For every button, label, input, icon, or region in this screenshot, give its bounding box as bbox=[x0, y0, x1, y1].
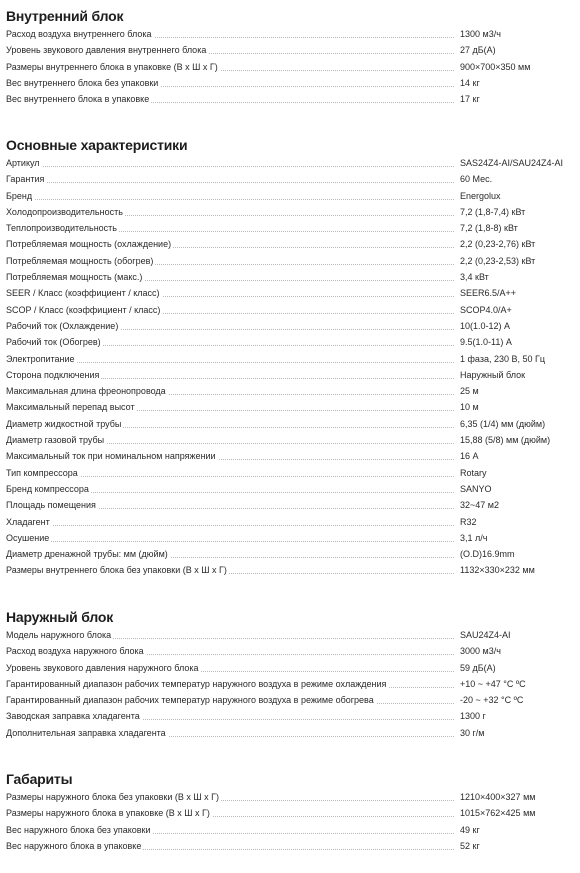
spec-row bbox=[0, 351, 580, 367]
section-indoor-unit bbox=[0, 6, 580, 107]
spec-label: Дополнительная заправка хладагента bbox=[6, 725, 168, 741]
spec-value: 1210×400×327 мм bbox=[460, 792, 536, 802]
section-title: Внутренний блок bbox=[6, 8, 124, 24]
dotted-leader bbox=[6, 525, 454, 526]
spec-label: Максимальный перепад высот bbox=[6, 399, 137, 415]
spec-row bbox=[0, 269, 580, 285]
spec-row bbox=[0, 643, 580, 659]
spec-row bbox=[0, 318, 580, 334]
spec-row bbox=[0, 692, 580, 708]
spec-label: Гарантия bbox=[6, 171, 46, 187]
spec-row bbox=[0, 302, 580, 318]
spec-label: Артикул bbox=[6, 155, 42, 171]
spec-row bbox=[0, 188, 580, 204]
spec-value: 60 Мес. bbox=[460, 174, 493, 185]
spec-value: 15,88 (5/8) мм (дюйм) bbox=[460, 435, 551, 446]
spec-label: Модель наружного блока bbox=[6, 627, 113, 643]
spec-row bbox=[0, 285, 580, 301]
spec-row bbox=[0, 497, 580, 513]
spec-label: Теплопроизводительность bbox=[6, 220, 119, 236]
spec-label: Вес внутреннего блока без упаковки bbox=[6, 75, 160, 91]
spec-row bbox=[0, 399, 580, 415]
spec-row bbox=[0, 708, 580, 724]
spec-row bbox=[0, 26, 580, 42]
spec-list bbox=[0, 627, 580, 741]
spec-value: (O.D)16.9mm bbox=[460, 549, 515, 560]
spec-value: 30 г/м bbox=[460, 727, 485, 738]
section-outdoor-unit bbox=[0, 607, 580, 741]
spec-list bbox=[0, 155, 580, 579]
spec-value: SEER6.5/A++ bbox=[460, 288, 517, 299]
spec-value: 32~47 м2 bbox=[460, 500, 499, 511]
spec-value: -20 ~ +32 °С ºС bbox=[460, 695, 524, 706]
spec-value: 16 А bbox=[460, 451, 479, 462]
spec-value: 9.5(1.0-11) А bbox=[460, 337, 512, 348]
spec-value: 7,2 (1,8-8) кВт bbox=[460, 223, 518, 234]
spec-value: Наружный блок bbox=[460, 369, 526, 380]
spec-label: Вес наружного блока без упаковки bbox=[6, 822, 152, 838]
spec-label: Размеры наружного блока без упаковки (В х Ш х Г) bbox=[6, 789, 221, 805]
spec-value: 3000 м3/ч bbox=[460, 646, 501, 657]
spec-value: 49 кг bbox=[460, 824, 480, 835]
spec-label: Заводская заправка хладагента bbox=[6, 708, 142, 724]
spec-row bbox=[0, 546, 580, 562]
spec-label: Площадь помещения bbox=[6, 497, 98, 513]
spec-row bbox=[0, 676, 580, 692]
spec-value: 17 кг bbox=[460, 94, 480, 105]
spec-label: Уровень звукового давления наружного блока bbox=[6, 660, 200, 676]
spec-label: Гарантированный диапазон рабочих температур наружного воздуха в режиме охлаждения bbox=[6, 676, 388, 692]
spec-label: Тип компрессора bbox=[6, 465, 80, 481]
spec-label: Бренд bbox=[6, 188, 34, 204]
spec-row bbox=[0, 789, 580, 805]
spec-value: 14 кг bbox=[460, 77, 480, 88]
spec-value: SAS24Z4-AI/SAU24Z4-AI bbox=[460, 158, 564, 168]
spec-row bbox=[0, 42, 580, 58]
spec-row bbox=[0, 481, 580, 497]
spec-row bbox=[0, 416, 580, 432]
spec-value: 2,2 (0,23-2,53) кВт bbox=[460, 255, 536, 266]
spec-label: Хладагент bbox=[6, 514, 52, 530]
spec-row bbox=[0, 514, 580, 530]
spec-value: 25 м bbox=[460, 386, 479, 397]
spec-label: Диаметр жидкостной трубы bbox=[6, 416, 123, 432]
section-title: Основные характеристики bbox=[6, 137, 188, 153]
spec-value: 3,1 л/ч bbox=[460, 532, 488, 543]
spec-row bbox=[0, 822, 580, 838]
spec-row bbox=[0, 805, 580, 821]
dotted-leader bbox=[6, 182, 454, 183]
spec-row bbox=[0, 530, 580, 546]
spec-label: SCOP / Класс (коэффициент / класс) bbox=[6, 302, 162, 318]
section-title: Наружный блок bbox=[6, 609, 114, 625]
spec-row bbox=[0, 562, 580, 578]
section-main-specs bbox=[0, 135, 580, 579]
spec-value: 3,4 кВт bbox=[460, 272, 489, 283]
section-dimensions bbox=[0, 769, 580, 854]
spec-label: Потребляемая мощность (обогрев) bbox=[6, 253, 155, 269]
spec-row bbox=[0, 220, 580, 236]
spec-value: 10 м bbox=[460, 402, 479, 413]
spec-label: Гарантированный диапазон рабочих температур наружного воздуха в режиме обогрева bbox=[6, 692, 376, 708]
spec-label: Размеры внутреннего блока в упаковке (В х Ш х Г) bbox=[6, 59, 220, 75]
spec-label: Потребляемая мощность (макс.) bbox=[6, 269, 144, 285]
spec-value: 1300 м3/ч bbox=[460, 29, 501, 39]
spec-value: 1015×762×425 мм bbox=[460, 808, 536, 819]
spec-label: Расход воздуха наружного блока bbox=[6, 643, 146, 659]
spec-value: SAU24Z4-AI bbox=[460, 630, 511, 640]
spec-row bbox=[0, 465, 580, 481]
spec-label: Рабочий ток (Обогрев) bbox=[6, 334, 103, 350]
spec-row bbox=[0, 155, 580, 171]
spec-label: Осушение bbox=[6, 530, 51, 546]
spec-label: Диаметр дренажной трубы: мм (дюйм) bbox=[6, 546, 170, 562]
spec-label: Максимальная длина фреонопровода bbox=[6, 383, 168, 399]
spec-value: 2,2 (0,23-2,76) кВт bbox=[460, 239, 536, 250]
spec-list bbox=[0, 26, 580, 107]
spec-row bbox=[0, 432, 580, 448]
spec-value: 27 дБ(А) bbox=[460, 45, 496, 56]
spec-row bbox=[0, 448, 580, 464]
spec-value: 1132×330×232 мм bbox=[460, 565, 535, 576]
spec-row bbox=[0, 59, 580, 75]
spec-row bbox=[0, 660, 580, 676]
spec-label: SEER / Класс (коэффициент / класс) bbox=[6, 285, 162, 301]
spec-row bbox=[0, 367, 580, 383]
spec-row bbox=[0, 204, 580, 220]
spec-label: Рабочий ток (Охлаждение) bbox=[6, 318, 120, 334]
spec-value: SANYO bbox=[460, 483, 492, 494]
spec-row bbox=[0, 91, 580, 107]
spec-row bbox=[0, 838, 580, 854]
spec-label: Вес наружного блока в упаковке bbox=[6, 838, 143, 854]
spec-value: 1 фаза, 230 В, 50 Гц bbox=[460, 353, 546, 364]
spec-row bbox=[0, 334, 580, 350]
spec-value: 900×700×350 мм bbox=[460, 61, 531, 72]
spec-value: R32 bbox=[460, 516, 477, 527]
spec-row bbox=[0, 253, 580, 269]
spec-value: Rotary bbox=[460, 467, 487, 478]
spec-value: 6,35 (1/4) мм (дюйм) bbox=[460, 418, 546, 429]
spec-value: SCOP4.0/A+ bbox=[460, 304, 512, 315]
spec-row bbox=[0, 725, 580, 741]
spec-row bbox=[0, 171, 580, 187]
spec-label: Бренд компрессора bbox=[6, 481, 91, 497]
dotted-leader bbox=[6, 541, 454, 542]
spec-value: 7,2 (1,8-7,4) кВт bbox=[460, 206, 526, 217]
spec-label: Максимальный ток при номинальном напряжении bbox=[6, 448, 218, 464]
spec-value: Energolux bbox=[460, 190, 501, 201]
spec-label: Диаметр газовой трубы bbox=[6, 432, 106, 448]
spec-label: Вес внутреннего блока в упаковке bbox=[6, 91, 151, 107]
spec-value: 52 кг bbox=[460, 840, 480, 851]
spec-label: Уровень звукового давления внутреннего блока bbox=[6, 42, 208, 58]
spec-label: Расход воздуха внутреннего блока bbox=[6, 26, 154, 42]
section-title: Габариты bbox=[6, 771, 73, 787]
dotted-leader bbox=[6, 166, 454, 167]
spec-row bbox=[0, 236, 580, 252]
spec-label: Размеры наружного блока в упаковке (В х Ш х Г) bbox=[6, 805, 212, 821]
spec-label: Электропитание bbox=[6, 351, 77, 367]
spec-row bbox=[0, 75, 580, 91]
dotted-leader bbox=[6, 199, 454, 200]
spec-value: 1300 г bbox=[460, 711, 486, 722]
spec-label: Потребляемая мощность (охлаждение) bbox=[6, 236, 173, 252]
spec-value: +10 ~ +47 °С ºС bbox=[460, 678, 526, 689]
spec-row bbox=[0, 383, 580, 399]
spec-list bbox=[0, 789, 580, 854]
spec-label: Холодопроизводительность bbox=[6, 204, 125, 220]
spec-row bbox=[0, 627, 580, 643]
spec-value: 10(1.0-12) А bbox=[460, 320, 511, 331]
spec-label: Сторона подключения bbox=[6, 367, 101, 383]
spec-value: 59 дБ(А) bbox=[460, 662, 496, 673]
spec-label: Размеры внутреннего блока без упаковки (В х Ш х Г) bbox=[6, 562, 229, 578]
